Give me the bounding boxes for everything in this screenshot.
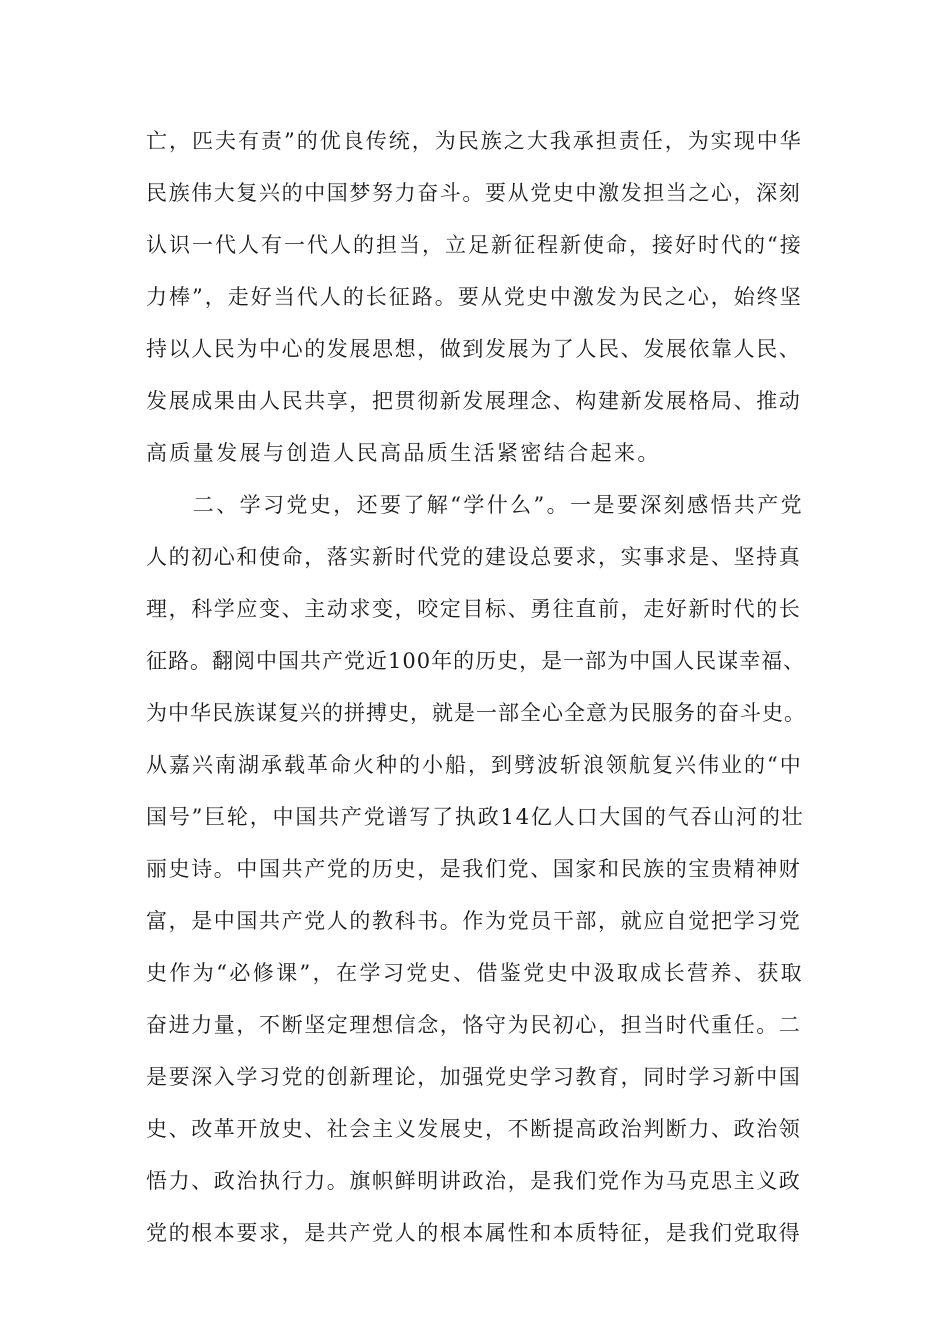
text-line: 为中华民族谋复兴的拼搏史，就是一部全心全意为民服务的奋斗史。 (146, 701, 806, 725)
text-line: 史、改革开放史、社会主义发展史，不断提高政治判断力、政治领 (146, 1117, 802, 1141)
text-line: 悟力、政治执行力。旗帜鲜明讲政治，是我们党作为马克思主义政 (146, 1169, 802, 1193)
text-line: 国号”巨轮，中国共产党谱写了执政14亿人口大国的气吞山河的壮 (146, 805, 805, 829)
text-line: 高质量发展与创造人民高品质生活紧密结合起来。 (146, 441, 661, 465)
text-line: 人的初心和使命，落实新时代党的建设总要求，实事求是、坚持真 (146, 545, 802, 569)
text-line: 是要深入学习党的创新理论，加强党史学习教育，同时学习新中国 (146, 1065, 802, 1089)
paragraph-heading-line: 二、学习党史，还要了解“学什么”。一是要深刻感悟共产党 (146, 493, 805, 517)
text-line: 党的根本要求，是共产党人的根本属性和本质特征，是我们党取得 (146, 1221, 802, 1245)
text-line: 认识一代人有一代人的担当，立足新征程新使命，接好时代的“接 (146, 233, 803, 257)
text-line: 从嘉兴南湖承载革命火种的小船，到劈波斩浪领航复兴伟业的“中 (146, 753, 803, 777)
text-line: 丽史诗。中国共产党的历史，是我们党、国家和民族的宝贵精神财 (146, 857, 802, 881)
text-line: 理，科学应变、主动求变，咬定目标、勇往直前，走好新时代的长 (146, 597, 802, 621)
text-line: 富，是中国共产党人的教科书。作为党员干部，就应自觉把学习党 (146, 909, 802, 933)
text-line: 发展成果由人民共享，把贯彻新发展理念、构建新发展格局、推动 (146, 389, 802, 413)
text-line: 持以人民为中心的发展思想，做到发展为了人民、发展依靠人民、 (146, 337, 802, 361)
text-line: 亡，匹夫有责”的优良传统，为民族之大我承担责任，为实现中华 (146, 129, 803, 153)
text-line: 史作为“必修课”，在学习党史、借鉴党史中汲取成长营养、获取 (146, 961, 805, 985)
text-line: 征路。翻阅中国共产党近100年的历史，是一部为中国人民谋幸福、 (146, 649, 806, 673)
text-line: 奋进力量，不断坚定理想信念，恪守为民初心，担当时代重任。二 (146, 1013, 802, 1037)
text-line: 力棒”，走好当代人的长征路。要从党史中激发为民之心，始终坚 (146, 285, 803, 309)
text-line: 民族伟大复兴的中国梦努力奋斗。要从党史中激发担当之心，深刻 (146, 181, 802, 205)
